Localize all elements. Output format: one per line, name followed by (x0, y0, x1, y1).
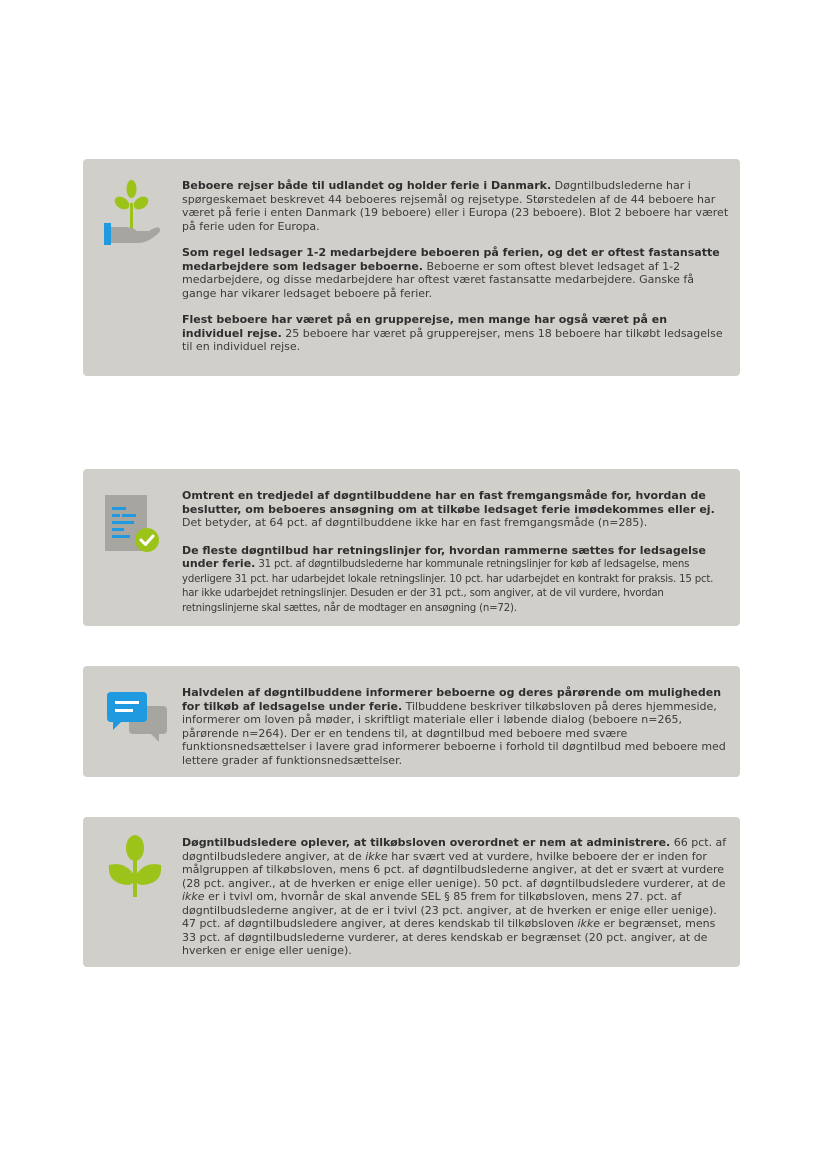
paragraph (182, 246, 730, 300)
body-text: 31 pct. af døgntilbudslederne har kommunale retningslinjer for køb af ledsagelse, mens yderligere 31 pct. har udarbejdet lokale retningslinjer. 10 pct. har udarbejdet en kontrakt for praksis. 15 pct. har ikke udarbejdet retningslinjer. Desuden er der 31 pct., som angiver, at de vil vurdere, hvordan retningslinjerne skal sættes, når de modtager en ansøgning (n=72). (182, 559, 714, 614)
paragraph (182, 489, 730, 530)
plant-icon (107, 835, 163, 903)
paragraph (182, 686, 730, 767)
paragraph (182, 313, 730, 354)
info-box-travel (83, 159, 740, 376)
emphasis: ikke (182, 890, 205, 903)
body-text: Døgntilbudslederne har i spørgeskemaet beskrevet 44 beboeres rejsemål og rejsetype. Størstedelen af de 44 beboere har været på ferie i enten Danmark (19 beboere) eller i Europa (23 beboere). Blot 2 beboere har været på ferie uden for Europa. (182, 179, 729, 233)
body-text: 66 pct. af døgntilbudsledere angiver, at de (182, 836, 727, 863)
chat-bubbles-icon (107, 692, 169, 748)
bold-lead: Døgntilbudsledere oplever, at tilkøbsloven overordnet er nem at administrere. (182, 836, 671, 849)
info-box-administration (83, 817, 740, 967)
body-text: 25 beboere har været på grupperejser, mens 18 beboere har tilkøbt ledsagelse til en individuel rejse. (182, 326, 723, 353)
body-text: Tilbuddene beskriver tilkøbsloven på deres hjemmeside, informerer om loven på møder, i skriftligt materiale eller i løbende dialog (beboere n=265, pårørende n=264). Der er en tendens til, at døgntilbud med beboere med svære funktionsnedsættelser i lavere grad informerer beboerne i forhold til døgntilbud med beboere med lettere grader af funktionsnedsættelser. (182, 699, 726, 767)
body-text: Beboerne er som oftest blevet ledsaget af 1-2 medarbejdere, og disse medarbejdere har oftest været fastansatte medarbejdere. Ganske få gange har vikarer ledsaget beboere på ferier. (182, 259, 694, 300)
info-box-information (83, 666, 740, 777)
body-text: er i tvivl om, hvornår de skal anvende SEL § 85 frem for tilkøbsloven, mens 27. pct. af døgntilbudslederne angiver, at de er i tvivl (23 pct. angiver, at de hverken er enige eller uenige). 47 pct. af døgntilbudsledere angiver, at deres kendskab til tilkøbsloven (182, 890, 717, 930)
document-check-icon (103, 493, 163, 559)
paragraph (182, 836, 730, 958)
emphasis: ikke (577, 917, 601, 930)
bold-lead: Som regel ledsager 1-2 medarbejdere beboeren på ferien, og det er oftest fastansatte medarbejdere som ledsager beboerne. (182, 246, 720, 273)
emphasis: ikke (365, 849, 388, 863)
body-text: har svært ved at vurdere, hvilke beboere der er inden for målgruppen af tilkøbsloven, mens 6 pct. af døgntilbudslederne angiver, at det er svært at vurdere (28 pct. angiver., at de hverken er enige eller uenige). 50 pct. af døgntilbudsledere vurderer, at de (182, 849, 726, 890)
body-text: er begrænset, mens 33 pct. af døgntilbudslederne vurderer, at deres kendskab er begrænset (20 pct. angiver, at de hverken er enige eller uenige). (182, 917, 716, 957)
bold-lead: Flest beboere har været på en grupperejse, men mange har også været på en individuel rejse. (182, 313, 668, 340)
info-box-procedure (83, 469, 740, 626)
body-text: Det betyder, at 64 pct. af døgntilbuddene ikke har en fast fremgangsmåde (n=285). (182, 516, 648, 529)
paragraph (182, 179, 730, 233)
paragraph (182, 544, 730, 616)
bold-lead: De fleste døgntilbud har retningslinjer for, hvordan rammerne sættes for ledsagelse under ferie. (182, 543, 706, 570)
bold-lead: Halvdelen af døgntilbuddene informerer beboerne og deres pårørende om muligheden for tilkøb af ledsagelse under ferie. (182, 686, 722, 713)
hand-holding-plant-icon (103, 177, 163, 251)
bold-lead: Omtrent en tredjedel af døgntilbuddene har en fast fremgangsmåde for, hvordan de beslutter, om beboeres ansøgning om at tilkøbe ledsaget ferie imødekommes eller ej. (182, 489, 715, 516)
bold-lead: Beboere rejser både til udlandet og holder ferie i Danmark. (182, 179, 552, 192)
